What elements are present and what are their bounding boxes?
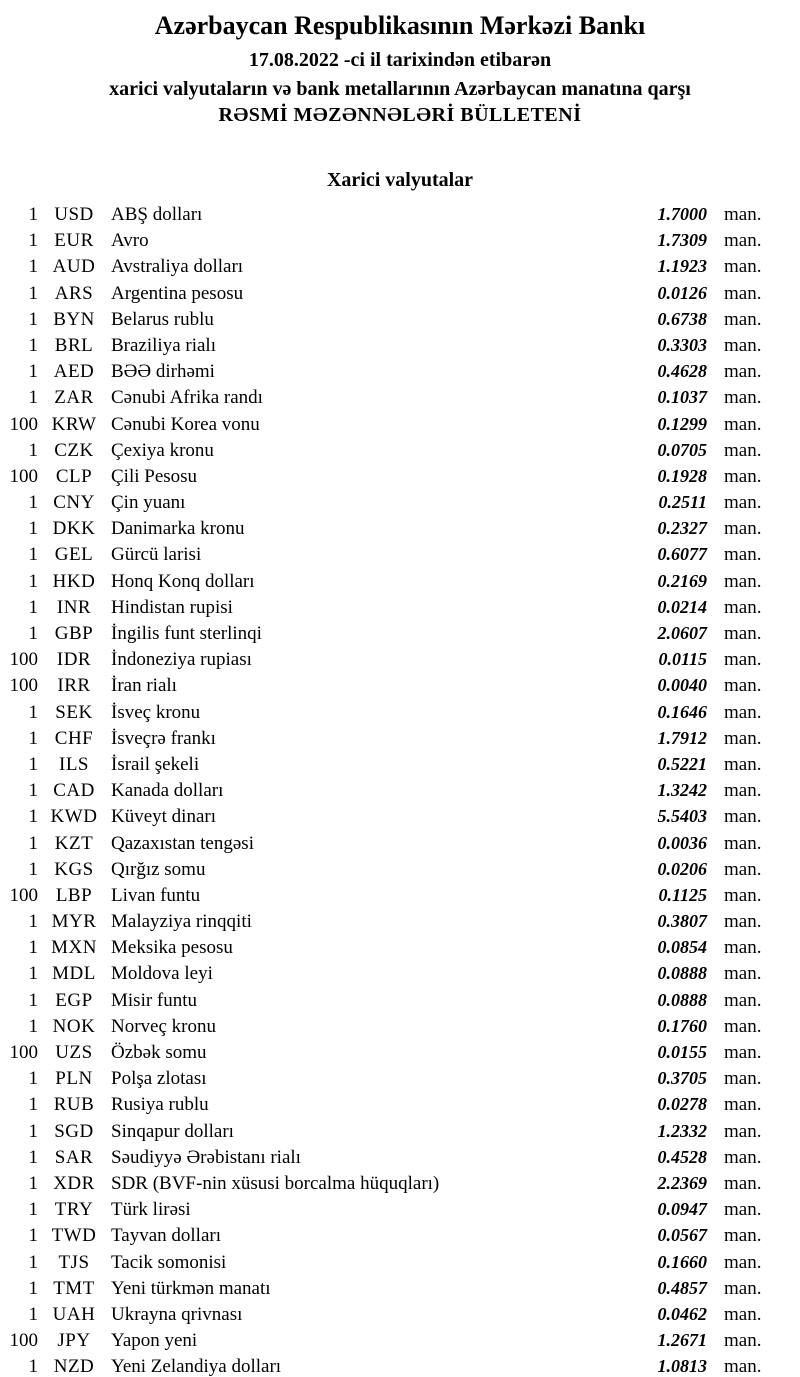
currency-rate: 1.2332 xyxy=(657,1120,707,1141)
currency-code: AED xyxy=(53,361,95,383)
currency-rate: 0.0854 xyxy=(657,937,707,958)
currency-code: MDL xyxy=(52,963,96,985)
currency-code: NZD xyxy=(53,1356,95,1377)
currency-quantity: 1 xyxy=(28,387,38,409)
rate-row xyxy=(0,227,800,253)
currency-rate: 1.7309 xyxy=(657,230,707,251)
rate-row xyxy=(0,1301,800,1327)
currency-name: Braziliya rialı xyxy=(111,334,216,356)
currency-rate: 0.0036 xyxy=(657,832,707,853)
currency-quantity: 1 xyxy=(28,308,38,330)
section-title-foreign-currencies: Xarici valyutalar xyxy=(326,169,474,191)
rate-row xyxy=(0,672,800,698)
currency-rate: 0.0040 xyxy=(657,675,707,696)
currency-quantity: 1 xyxy=(28,1015,38,1037)
currency-rate: 0.0888 xyxy=(657,989,707,1010)
currency-rate: 0.0115 xyxy=(658,649,707,670)
currency-name: Kanada dolları xyxy=(111,780,224,802)
rate-unit-label: man. xyxy=(724,701,762,723)
currency-rate: 0.0126 xyxy=(657,282,707,303)
currency-name: Meksika pesosu xyxy=(111,937,233,959)
rate-row xyxy=(0,437,800,463)
currency-quantity: 1 xyxy=(28,570,38,592)
currency-rate: 0.0278 xyxy=(657,1094,707,1115)
rate-row xyxy=(0,1039,800,1065)
currency-code: UZS xyxy=(55,1042,93,1063)
currency-rate: 0.6077 xyxy=(657,544,707,565)
currency-rate: 1.7912 xyxy=(657,727,707,748)
currency-rate: 0.1760 xyxy=(657,1015,707,1036)
currency-quantity: 1 xyxy=(28,937,38,959)
currency-name: Qazaxıstan tengəsi xyxy=(111,832,254,854)
rate-unit-label: man. xyxy=(724,989,762,1011)
currency-code: TWD xyxy=(51,1225,97,1247)
currency-quantity: 100 xyxy=(9,413,38,435)
currency-quantity: 1 xyxy=(28,753,38,775)
currency-quantity: 100 xyxy=(9,465,38,487)
rate-row xyxy=(0,620,800,646)
currency-name: Danimarka kronu xyxy=(111,518,245,540)
currency-quantity: 1 xyxy=(28,623,38,644)
document-header xyxy=(0,0,800,127)
currency-rate: 0.3807 xyxy=(657,911,707,932)
currency-code: INR xyxy=(56,596,92,618)
currency-code: USD xyxy=(54,204,94,225)
currency-rate: 0.0947 xyxy=(657,1199,707,1220)
rate-unit-label: man. xyxy=(724,1330,762,1352)
currency-code: ILS xyxy=(59,753,89,775)
currency-rate: 0.6738 xyxy=(657,308,707,329)
currency-name: Özbək somu xyxy=(111,1042,207,1063)
currency-name: Avro xyxy=(111,230,149,252)
currency-quantity: 100 xyxy=(9,675,38,697)
currency-quantity: 1 xyxy=(28,1068,38,1090)
currency-name: Küveyt dinarı xyxy=(111,806,217,828)
rate-row xyxy=(0,1222,800,1248)
currency-name: Yeni Zelandiya dolları xyxy=(111,1356,282,1377)
rate-unit-label: man. xyxy=(724,1356,762,1377)
rate-row xyxy=(0,358,800,384)
rate-row xyxy=(0,1196,800,1222)
rate-row xyxy=(0,489,800,515)
currency-rate: 0.2327 xyxy=(657,518,707,539)
rate-unit-label: man. xyxy=(724,1225,762,1247)
currency-name: Malayziya rinqqiti xyxy=(111,911,252,933)
currency-name: Livan funtu xyxy=(111,884,201,906)
currency-quantity: 1 xyxy=(28,204,38,225)
currency-code: CLP xyxy=(55,465,93,487)
rate-row xyxy=(0,777,800,803)
rate-unit-label: man. xyxy=(724,780,762,802)
currency-code: XDR xyxy=(53,1172,95,1194)
currency-quantity: 1 xyxy=(28,1225,38,1247)
rate-unit-label: man. xyxy=(724,1042,762,1063)
currency-code: IDR xyxy=(56,649,92,671)
rate-unit-label: man. xyxy=(724,649,762,671)
currency-quantity: 1 xyxy=(28,256,38,278)
rate-unit-label: man. xyxy=(724,1303,762,1325)
rate-unit-label: man. xyxy=(724,884,762,906)
currency-code: IRR xyxy=(57,675,91,697)
rate-unit-label: man. xyxy=(724,465,762,487)
currency-rate: 1.3242 xyxy=(657,780,707,801)
currency-name: Polşa zlotası xyxy=(111,1068,207,1090)
currency-name: Avstraliya dolları xyxy=(111,256,244,278)
rate-row xyxy=(0,1118,800,1144)
currency-name: ABŞ dolları xyxy=(111,204,203,225)
rate-unit-label: man. xyxy=(724,623,762,644)
currency-rate: 0.1125 xyxy=(658,884,707,905)
currency-name: Misir funtu xyxy=(111,989,198,1011)
currency-quantity: 1 xyxy=(28,439,38,461)
currency-name: Tayvan dolları xyxy=(111,1225,221,1247)
currency-rate: 0.0462 xyxy=(657,1303,707,1324)
currency-code: TRY xyxy=(54,1199,94,1221)
currency-rate: 1.2671 xyxy=(657,1330,707,1351)
currency-code: MXN xyxy=(51,937,97,959)
rate-row xyxy=(0,1065,800,1091)
currency-name: Gürcü larisi xyxy=(111,544,202,566)
currency-rate: 2.0607 xyxy=(657,623,707,643)
rate-row xyxy=(0,463,800,489)
rate-unit-label: man. xyxy=(724,753,762,775)
currency-quantity: 1 xyxy=(28,1199,38,1221)
rate-unit-label: man. xyxy=(724,282,762,304)
currency-rate: 0.3705 xyxy=(657,1068,707,1089)
rate-unit-label: man. xyxy=(724,937,762,959)
rate-unit-label: man. xyxy=(724,308,762,330)
currency-name: Norveç kronu xyxy=(111,1015,216,1037)
rate-unit-label: man. xyxy=(724,230,762,252)
currency-name: Cənubi Afrika randı xyxy=(111,387,263,409)
currency-name: Belarus rublu xyxy=(111,308,214,330)
currency-quantity: 1 xyxy=(28,1303,38,1325)
currency-quantity: 100 xyxy=(9,884,38,906)
currency-name: Ukrayna qrivnası xyxy=(111,1303,243,1325)
currency-name: Türk lirəsi xyxy=(111,1199,191,1221)
currency-name: SDR (BVF-nin xüsusi borcalma hüquqları) xyxy=(111,1172,440,1194)
currency-quantity: 1 xyxy=(28,544,38,566)
currency-quantity: 1 xyxy=(28,334,38,356)
rate-row xyxy=(0,646,800,672)
bulletin-title: RƏSMİ MƏZƏNNƏLƏRİ BÜLLETENİ xyxy=(218,104,582,126)
currency-quantity: 1 xyxy=(28,832,38,854)
currency-quantity: 100 xyxy=(9,1042,38,1063)
currency-code: CHF xyxy=(54,727,94,749)
currency-code: BRL xyxy=(54,334,94,356)
rate-row xyxy=(0,908,800,934)
currency-code: DKK xyxy=(52,518,96,540)
bank-title: Azərbaycan Respublikasının Mərkəzi Bankı xyxy=(154,11,646,40)
rate-unit-label: man. xyxy=(724,596,762,618)
rate-row xyxy=(0,1327,800,1353)
rate-unit-label: man. xyxy=(724,518,762,540)
subject-line: xarici valyutaların və bank metallarının Azərbaycan manatına qarşı xyxy=(109,78,691,100)
rate-row xyxy=(0,1353,800,1377)
currency-quantity: 1 xyxy=(28,361,38,383)
rate-unit-label: man. xyxy=(724,1068,762,1090)
rate-unit-label: man. xyxy=(724,675,762,697)
rate-unit-label: man. xyxy=(724,387,762,409)
currency-quantity: 1 xyxy=(28,911,38,933)
exchange-rates-table xyxy=(0,201,800,1377)
rate-row xyxy=(0,1013,800,1039)
currency-name: Moldova leyi xyxy=(111,963,213,985)
currency-rate: 0.3303 xyxy=(657,334,707,355)
currency-name: Tacik somonisi xyxy=(111,1251,227,1273)
currency-name: Sinqapur dolları xyxy=(111,1120,234,1142)
currency-name: BƏƏ dirhəmi xyxy=(111,361,215,383)
currency-code: KZT xyxy=(54,832,94,854)
currency-quantity: 1 xyxy=(28,1172,38,1194)
rate-unit-label: man. xyxy=(724,806,762,828)
currency-quantity: 1 xyxy=(28,858,38,880)
currency-code: GBP xyxy=(54,623,94,644)
currency-name: İndoneziya rupiası xyxy=(111,649,252,671)
currency-name: Yapon yeni xyxy=(111,1330,198,1352)
currency-rate: 0.0206 xyxy=(657,858,707,879)
currency-code: PLN xyxy=(55,1068,93,1090)
currency-rate: 0.0705 xyxy=(657,439,707,460)
rate-row xyxy=(0,699,800,725)
rate-row xyxy=(0,987,800,1013)
rate-row xyxy=(0,856,800,882)
currency-name: İsveçrə frankı xyxy=(111,727,216,749)
currency-code: TMT xyxy=(53,1277,95,1299)
currency-name: Çin yuanı xyxy=(111,492,186,514)
currency-name: Rusiya rublu xyxy=(111,1094,209,1116)
effective-date-line: 17.08.2022 -ci il tarixindən etibarən xyxy=(248,49,552,71)
currency-rate: 0.0214 xyxy=(657,596,707,617)
currency-code: TJS xyxy=(58,1251,90,1273)
currency-name: Qırğız somu xyxy=(111,858,206,880)
currency-quantity: 1 xyxy=(28,780,38,802)
currency-name: Honq Konq dolları xyxy=(111,570,255,592)
rate-unit-label: man. xyxy=(724,1120,762,1142)
currency-rate: 0.4628 xyxy=(657,361,707,382)
currency-rate: 5.5403 xyxy=(657,806,707,827)
currency-code: UAH xyxy=(52,1303,96,1325)
currency-quantity: 1 xyxy=(28,230,38,252)
rate-row xyxy=(0,751,800,777)
currency-code: KGS xyxy=(54,858,94,880)
rate-unit-label: man. xyxy=(724,492,762,514)
currency-quantity: 1 xyxy=(28,492,38,514)
rate-row xyxy=(0,882,800,908)
rate-unit-label: man. xyxy=(724,911,762,933)
currency-rate: 1.7000 xyxy=(657,204,707,224)
currency-name: Səudiyyə Ərəbistanı rialı xyxy=(111,1146,301,1168)
rate-unit-label: man. xyxy=(724,1146,762,1168)
rate-row xyxy=(0,1275,800,1301)
currency-code: EGP xyxy=(55,989,93,1011)
rate-row xyxy=(0,725,800,751)
currency-code: EUR xyxy=(54,230,94,252)
currency-name: Çili Pesosu xyxy=(111,465,198,487)
currency-quantity: 1 xyxy=(28,596,38,618)
currency-code: CAD xyxy=(53,780,95,802)
rate-unit-label: man. xyxy=(724,858,762,880)
currency-quantity: 100 xyxy=(9,649,38,671)
currency-quantity: 1 xyxy=(28,963,38,985)
rate-row xyxy=(0,384,800,410)
currency-code: SAR xyxy=(54,1146,94,1168)
rate-row xyxy=(0,594,800,620)
currency-rate: 0.0567 xyxy=(657,1225,707,1246)
rate-row xyxy=(0,803,800,829)
currency-name: Yeni türkmən manatı xyxy=(111,1277,271,1299)
rate-unit-label: man. xyxy=(724,256,762,278)
currency-rate: 0.1299 xyxy=(657,413,707,434)
currency-code: RUB xyxy=(53,1094,95,1116)
currency-rate: 0.1928 xyxy=(657,465,707,486)
currency-code: HKD xyxy=(52,570,96,592)
rate-row xyxy=(0,960,800,986)
currency-rate: 0.1037 xyxy=(657,387,707,408)
currency-rate: 1.1923 xyxy=(657,256,707,277)
rate-row xyxy=(0,515,800,541)
rate-row xyxy=(0,201,800,227)
rate-unit-label: man. xyxy=(724,544,762,566)
rate-row xyxy=(0,306,800,332)
currency-name: İsveç kronu xyxy=(111,701,201,723)
rate-row xyxy=(0,568,800,594)
currency-quantity: 1 xyxy=(28,1120,38,1142)
currency-rate: 0.5221 xyxy=(657,753,707,774)
rate-unit-label: man. xyxy=(724,1251,762,1273)
currency-name: İngilis funt sterlinqi xyxy=(111,623,262,644)
currency-name: Çexiya kronu xyxy=(111,439,214,461)
currency-rate: 1.0813 xyxy=(657,1356,707,1377)
rate-row xyxy=(0,253,800,279)
rate-row xyxy=(0,1249,800,1275)
rate-unit-label: man. xyxy=(724,1015,762,1037)
currency-quantity: 1 xyxy=(28,1251,38,1273)
currency-code: SGD xyxy=(54,1120,94,1142)
currency-quantity: 100 xyxy=(9,1330,38,1352)
rate-row xyxy=(0,280,800,306)
currency-quantity: 1 xyxy=(28,1277,38,1299)
currency-quantity: 1 xyxy=(28,282,38,304)
currency-quantity: 1 xyxy=(28,727,38,749)
rate-unit-label: man. xyxy=(724,1199,762,1221)
rate-row xyxy=(0,1091,800,1117)
currency-code: KWD xyxy=(50,806,98,828)
currency-quantity: 1 xyxy=(28,989,38,1011)
currency-rate: 0.4528 xyxy=(657,1146,707,1167)
rate-unit-label: man. xyxy=(724,334,762,356)
rate-unit-label: man. xyxy=(724,1172,762,1194)
rate-unit-label: man. xyxy=(724,439,762,461)
currency-rate: 0.4857 xyxy=(657,1277,707,1298)
currency-code: CNY xyxy=(53,492,95,514)
currency-code: NOK xyxy=(52,1015,96,1037)
rate-row xyxy=(0,934,800,960)
rate-unit-label: man. xyxy=(724,413,762,435)
currency-quantity: 1 xyxy=(28,701,38,723)
currency-code: LBP xyxy=(55,884,93,906)
currency-quantity: 1 xyxy=(28,1094,38,1116)
currency-rate: 0.2511 xyxy=(658,492,707,513)
currency-name: İran rialı xyxy=(111,675,177,697)
rate-unit-label: man. xyxy=(724,204,762,225)
rate-unit-label: man. xyxy=(724,1094,762,1116)
rate-unit-label: man. xyxy=(724,1277,762,1299)
currency-code: ZAR xyxy=(54,387,94,409)
currency-quantity: 1 xyxy=(28,518,38,540)
rate-row xyxy=(0,830,800,856)
currency-name: Cənubi Korea vonu xyxy=(111,413,260,435)
currency-rate: 0.1660 xyxy=(657,1251,707,1272)
currency-quantity: 1 xyxy=(28,1356,38,1377)
currency-rate: 0.1646 xyxy=(657,701,707,722)
rate-row xyxy=(0,1170,800,1196)
rate-row xyxy=(0,541,800,567)
currency-name: İsrail şekeli xyxy=(111,753,200,775)
currency-rate: 2.2369 xyxy=(657,1172,707,1193)
currency-code: GEL xyxy=(54,544,94,566)
currency-rate: 0.2169 xyxy=(657,570,707,591)
rate-row xyxy=(0,1144,800,1170)
currency-code: CZK xyxy=(54,439,94,461)
rate-row xyxy=(0,332,800,358)
currency-quantity: 1 xyxy=(28,806,38,828)
currency-rate: 0.0155 xyxy=(657,1042,707,1062)
currency-code: MYR xyxy=(51,911,97,933)
rate-unit-label: man. xyxy=(724,570,762,592)
currency-code: ARS xyxy=(54,282,94,304)
currency-code: SEK xyxy=(55,701,93,723)
rate-unit-label: man. xyxy=(724,727,762,749)
currency-code: BYN xyxy=(53,308,95,330)
currency-quantity: 1 xyxy=(28,1146,38,1168)
rate-unit-label: man. xyxy=(724,361,762,383)
currency-code: JPY xyxy=(57,1330,91,1352)
rate-unit-label: man. xyxy=(724,832,762,854)
currency-code: AUD xyxy=(52,256,96,278)
currency-rate: 0.0888 xyxy=(657,963,707,984)
rate-row xyxy=(0,411,800,437)
currency-name: Argentina pesosu xyxy=(111,282,244,304)
rate-unit-label: man. xyxy=(724,963,762,985)
currency-name: Hindistan rupisi xyxy=(111,596,233,618)
currency-code: KRW xyxy=(51,413,97,435)
